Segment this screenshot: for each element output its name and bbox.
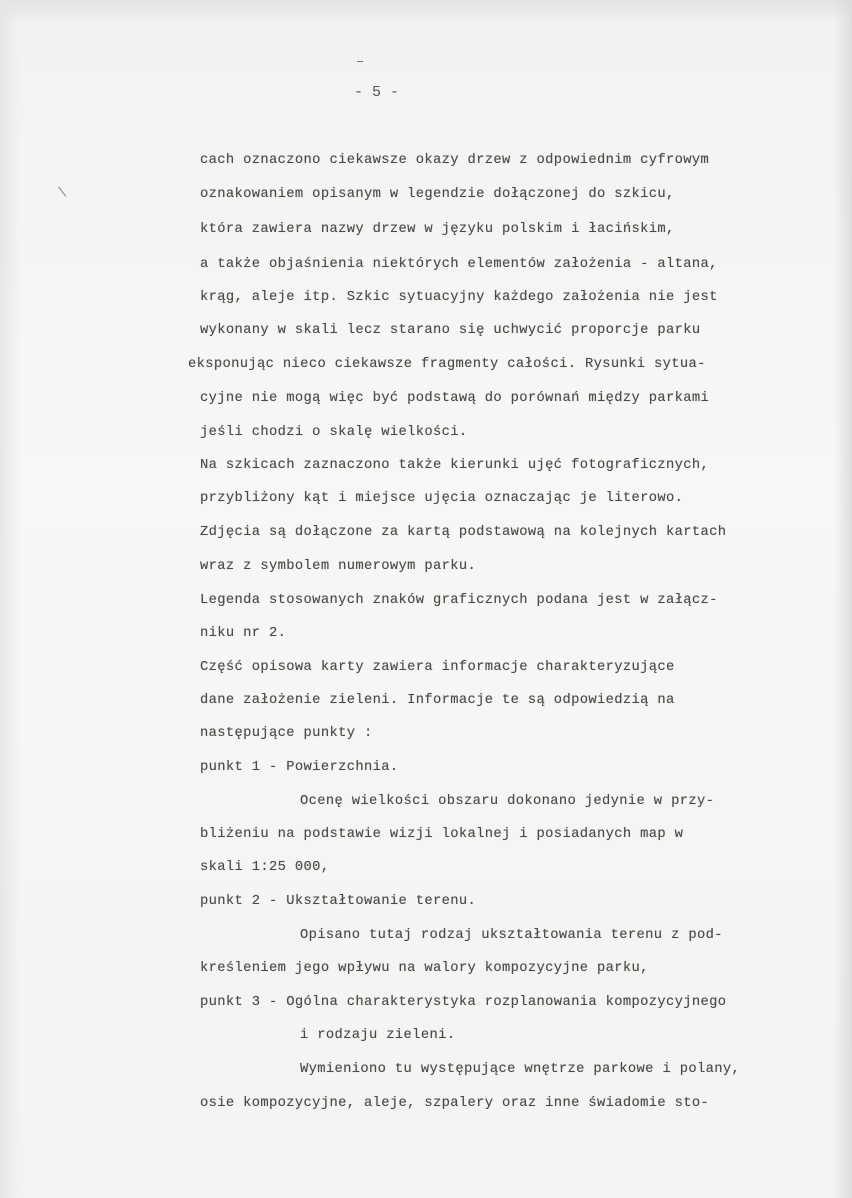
scan-edge-left (0, 0, 20, 1198)
text-line: wykonany w skali lecz starano się uchwycić proporcje parku (200, 323, 701, 338)
text-line: Część opisowa karty zawiera informacje charakteryzujące (200, 660, 675, 675)
text-line: krąg, aleje itp. Szkic sytuacyjny każdego założenia nie jest (200, 290, 718, 305)
text-line: niku nr 2. (200, 626, 287, 641)
scan-edge-top (0, 0, 852, 22)
text-line: która zawiera nazwy drzew w języku polskim i łacińskim, (200, 222, 675, 237)
text-line: Na szkicach zaznaczono także kierunki ujęć fotograficznych, (200, 458, 710, 473)
text-line: osie kompozycyjne, aleje, szpalery oraz inne świadomie sto- (200, 1096, 710, 1111)
text-line: i rodzaju zieleni. (300, 1028, 456, 1043)
text-line: punkt 2 - Ukształtowanie terenu. (200, 894, 477, 909)
text-line: jeśli chodzi o skalę wielkości. (200, 425, 468, 440)
text-line: a także objaśnienia niektórych elementów założenia - altana, (200, 257, 718, 272)
text-line: bliżeniu na podstawie wizji lokalnej i posiadanych map w (200, 827, 684, 842)
text-line: eksponując nieco ciekawsze fragmenty całości. Rysunki sytua- (188, 357, 706, 372)
text-line: punkt 1 - Powierzchnia. (200, 760, 399, 775)
text-line: Zdjęcia są dołączone za kartą podstawową na kolejnych kartach (200, 525, 727, 540)
text-line: Legenda stosowanych znaków graficznych podana jest w załącz- (200, 593, 718, 608)
header-top-mark: – (356, 54, 365, 70)
text-line: następujące punkty : (200, 726, 373, 741)
margin-mark: \ (57, 183, 68, 201)
text-line: kreśleniem jego wpływu na walory kompozycyjne parku, (200, 961, 649, 976)
scan-edge-right (834, 0, 852, 1198)
text-line: cach oznaczono ciekawsze okazy drzew z odpowiednim cyfrowym (200, 153, 710, 168)
text-line: punkt 3 - Ogólna charakterystyka rozplanowania kompozycyjnego (200, 995, 727, 1010)
text-line: Opisano tutaj rodzaj ukształtowania terenu z pod- (300, 928, 723, 943)
text-line: Wymieniono tu występujące wnętrze parkowe i polany, (300, 1062, 741, 1077)
text-line: oznakowaniem opisanym w legendzie dołączonej do szkicu, (200, 187, 675, 202)
text-line: skali 1:25 000, (200, 860, 330, 875)
text-line: Ocenę wielkości obszaru dokonano jedynie w przy- (300, 794, 715, 809)
text-line: dane założenie zieleni. Informacje te są odpowiedzią na (200, 693, 675, 708)
text-line: wraz z symbolem numerowym parku. (200, 559, 477, 574)
text-line: przybliżony kąt i miejsce ujęcia oznaczając je literowo. (200, 491, 684, 506)
text-line: cyjne nie mogą więc być podstawą do porównań między parkami (200, 391, 710, 406)
page-number: - 5 - (354, 84, 400, 101)
